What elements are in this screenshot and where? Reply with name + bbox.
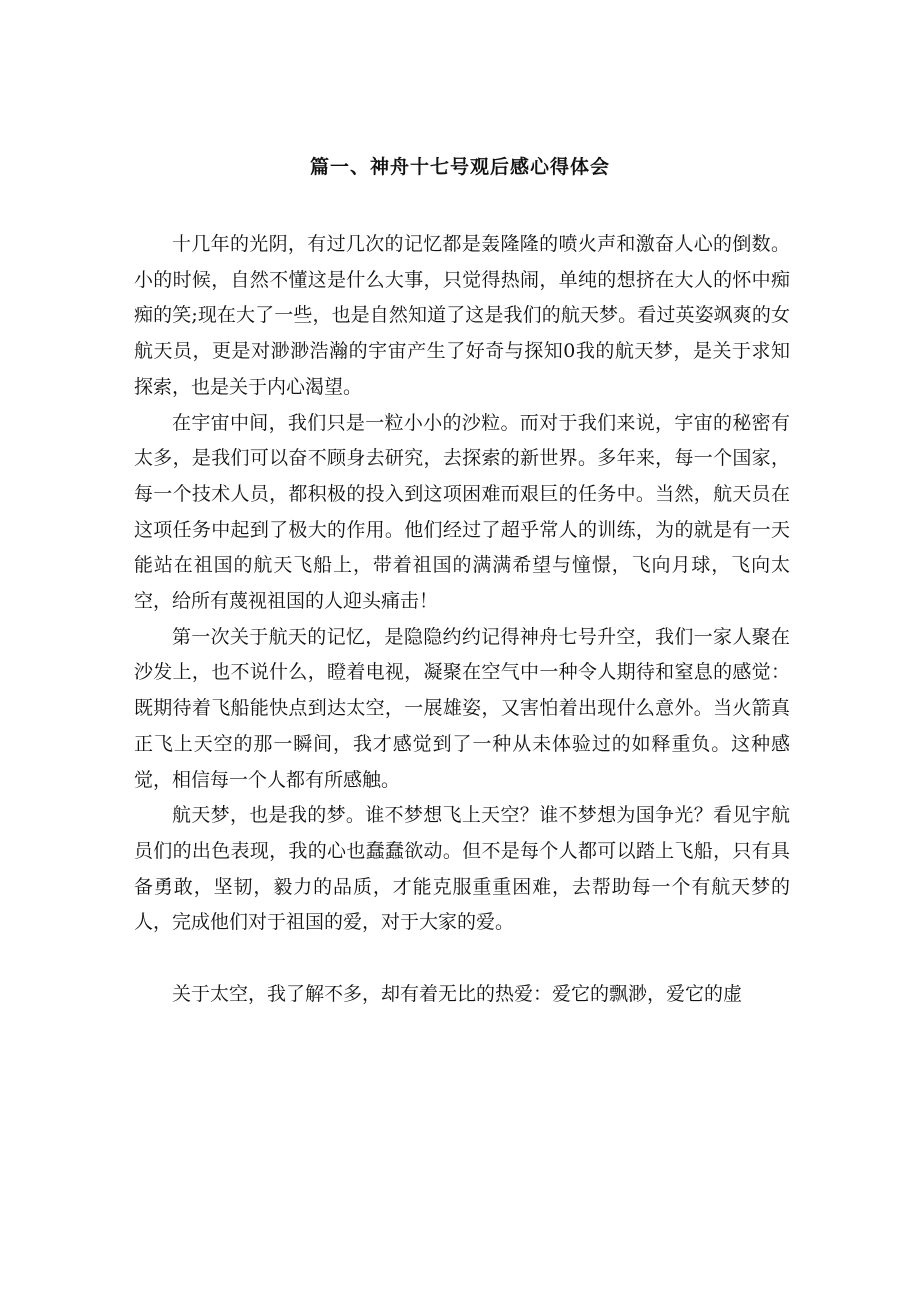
paragraph-1: 十几年的光阴，有过几次的记忆都是轰隆隆的喷火声和激奋人心的倒数。小的时候，自然不懂这是什么大事，只觉得热闹，单纯的想挤在大人的怀中痴痴的笑;现在大了一些，也是自然知道了这是我们的航天梦。看过英姿飒爽的女航天员，更是对渺渺浩瀚的宇宙产生了好奇与探知0我的航天梦，是关于求知探索，也是关于内心渴望。 <box>134 233 790 398</box>
paragraph-2: 在宇宙中间，我们只是一粒小小的沙粒。而对于我们来说，宇宙的秘密有太多，是我们可以奋不顾身去研究，去探索的新世界。多年来，每一个国家，每一个技术人员，都积极的投入到这项困难而艰巨的任务中。当然，航天员在这项任务中起到了极大的作用。他们经过了超乎常人的训练，为的就是有一天能站在祖国的航天飞船上，带着祖国的满满希望与憧憬，飞向月球，飞向太空，给所有蔑视祖国的人迎头痛击！ <box>134 411 790 613</box>
paragraph-4: 航天梦，也是我的梦。谁不梦想飞上天空？谁不梦想为国争光？看见宇航员们的出色表现，我的心也蠢蠢欲动。但不是每个人都可以踏上飞船，只有具备勇敢，坚韧，毅力的品质，才能克服重重困难，去帮助每一个有航天梦的人，完成他们对于祖国的爱，对于大家的爱。 <box>134 804 790 934</box>
document-body <box>134 227 790 1013</box>
paragraph-5: 关于太空，我了解不多，却有着无比的热爱：爱它的飘渺，爱它的虚 <box>172 983 743 1006</box>
paragraph-3: 第一次关于航天的记忆，是隐隐约约记得神舟七号升空，我们一家人聚在沙发上，也不说什么，瞪着电视，凝聚在空气中一种令人期待和窒息的感觉：既期待着飞船能快点到达太空，一展雄姿，又害怕着出现什么意外。当火箭真正飞上天空的那一瞬间，我才感觉到了一种从未体验过的如释重负。这种感觉，相信每一个人都有所感触。 <box>134 625 790 791</box>
document-title: 篇一、神舟十七号观后感心得体会 <box>309 156 610 178</box>
